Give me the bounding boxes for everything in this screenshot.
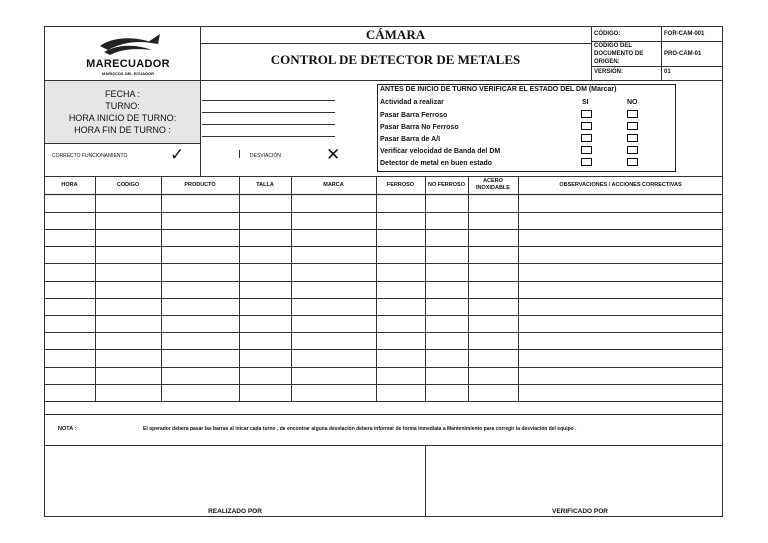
column-header-code: CODIGO [116, 182, 140, 188]
checklist-title: ANTES DE INICIO DE TURNO VERIFICAR EL ESTADO DEL DM (Marcar) [380, 86, 617, 93]
correct-operation-label: CORRECTO FUNCIONAMIENTO [52, 153, 128, 159]
shift-start-label: HORA INICIO DE TURNO: [68, 113, 177, 123]
version-label: VERSIÓN: [594, 69, 624, 75]
checklist-item: Pasar Barra Ferroso [380, 112, 448, 119]
checklist-item: Verificar velocidad de Banda del DM [380, 148, 501, 155]
column-header-observations: OBSERVACIONES / ACCIONES CORRECTIVAS [559, 182, 682, 188]
shift-label: TURNO: [105, 101, 140, 111]
column-header-brand: MARCA [323, 182, 344, 188]
form-title: CONTROL DE DETECTOR DE METALES [270, 52, 521, 67]
code-label: CÓDIGO: [594, 31, 621, 37]
done-by-label: REALIZADO POR [208, 508, 262, 515]
yes-header: SI [582, 99, 589, 106]
company-name: MARECUADOR [86, 58, 170, 70]
checklist-item: Pasar Barra No Ferroso [380, 124, 459, 131]
column-header-non-ferrous: NO FERROSO [428, 182, 465, 188]
cross-icon[interactable]: ✕ [326, 145, 341, 164]
origin-doc-label: CODIGO DEL DOCUMENTO DE ORIGEN: [594, 43, 644, 65]
deviation-label: DESVIACIÓN [250, 153, 281, 159]
column-header-hour: HORA [61, 182, 78, 188]
column-header-product: PRODUCTO [184, 182, 216, 188]
check-icon[interactable]: ✓ [170, 145, 185, 164]
checklist-item: Detector de metal en buen estado [380, 160, 493, 167]
area-title: CÁMARA [365, 27, 426, 42]
company-subtitle: MARISCOS DEL ECUADOR [102, 71, 154, 76]
no-header: NO [627, 99, 638, 106]
column-header-ferrous: FERROSO [386, 182, 415, 188]
activity-header: Actividad a realizar [380, 99, 444, 106]
code-value: FOR-CAM-001 [664, 31, 705, 37]
note-text: El operador debera pasar las barras al inicar cada turno , de encontrar alguna desviación debera informar de forma inmediata a Mantenimiento para corregir la desviación del equipo . [143, 426, 577, 432]
column-header-size: TALLA [256, 182, 274, 188]
date-label: FECHA : [104, 89, 140, 99]
origin-doc-value: PRO-CAM-01 [664, 51, 702, 57]
checklist-item: Pasar Barra de A/I [380, 136, 441, 143]
column-header-stainless: ACERO INOXIDABLE [476, 178, 510, 191]
note-label: NOTA : [58, 426, 77, 432]
version-value: 01 [664, 69, 671, 75]
shift-end-label: HORA FIN DE TURNO : [74, 125, 171, 135]
verified-by-label: VERIFICADO POR [552, 508, 608, 515]
